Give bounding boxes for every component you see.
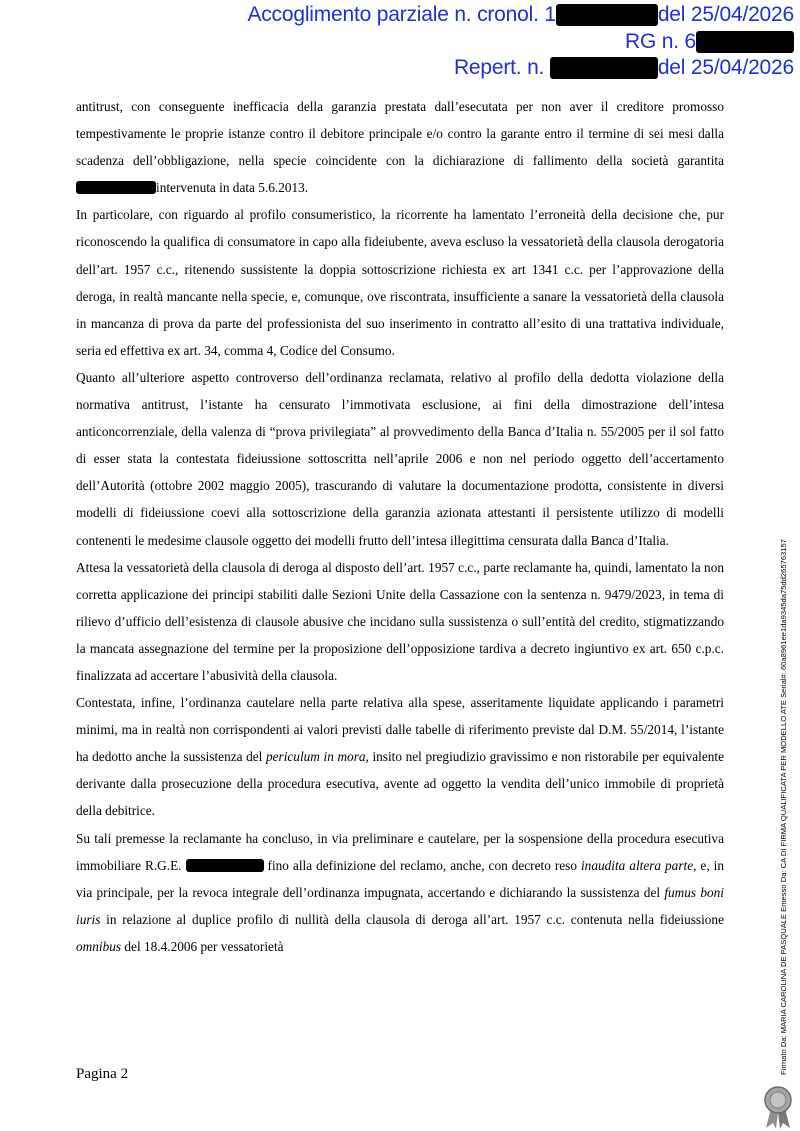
digital-signature-stamp: Firmato Da: MARIA CAROLINA DE PASQUALE Emesso Da: CA DI FIRMA QUALIFICATA PER MODELLO ATE Serial#: 60a8961ee1da9345da75dd265763157	[779, 539, 788, 1075]
paragraph-italic: omnibus	[76, 938, 122, 954]
header-rg-line	[625, 30, 794, 54]
page-number: Pagina 2	[76, 1066, 129, 1082]
paragraph-text: Quanto all’ulteriore aspetto controverso dell’ordinanza reclamata, relativo al profilo della dedotta violazione della normativa antitrust, l’istante ha censurato l’immotivata esclusione, ai fini della dimostrazione dell’intesa anticoncorrenziale, della valenza di “prova privilegiata” al provvedimento della Banca d’Italia n. 55/2005 per il sol fatto di esser stata la contestata fideiussione sottoscritta nell’aprile 2006 e non nel periodo oggetto dell’accertamento dell’Autorità (ottobre 2002 maggio 2005), trascurando di valutare la documentazione prodotta, consistente in diversi modelli di fideiussione coevi alla sottoscrizione della garanzia azionata attestanti il persistente utilizzo di modelli contenenti le medesime clausole oggetto dei modelli frutto dell’intesa illegittima censurata dalla Banca d’Italia.	[76, 369, 724, 548]
paragraph-italic: fumus boni iuris	[76, 884, 724, 927]
redaction-block	[186, 859, 264, 872]
paragraph-text: Attesa la vessatorietà della clausola di deroga al disposto dell’art. 1957 c.c., parte reclamante ha, quindi, lamentato la non corretta applicazione dei principi stabiliti dalle Sezioni Unite della Cassazione con la sentenza n. 9479/2023, in tema di rilievo d’ufficio dell’esistenza di clausole abusive che incidano sulla sussistenza o sull’entità del credito, stigmatizzando la mancata assegnazione del termine per la proposizione dell’opposizione tardiva a decreto ingiuntivo ex art. 650 c.p.c. finalizzata ad accertare l’abusività della clausola.	[76, 559, 724, 683]
redaction-block	[550, 57, 658, 79]
paragraph-text: insito nel pregiudizio gravissimo e non ristorabile per equivalente derivante dalla prosecuzione della procedura esecutiva, avente ad oggetto la vendita dell’unico immobile di proprietà della debitrice.	[76, 749, 724, 819]
document-body	[76, 93, 724, 960]
paragraph	[76, 201, 724, 364]
paragraph-text: In particolare, con riguardo al profilo consumeristico, la ricorrente ha lamentato l’erroneità della decisione che, pur riconoscendo la qualifica di consumatore in capo alla fideiubente, aveva escluso la vessatorietà della clausola derogatoria dell’art. 1957 c.c., ritenendo sussistente la doppia sottoscrizione richiesta ex art 1341 c.c. per l’approvazione della deroga, in realtà mancante nella specie, e, comunque, ove riscontrata, insufficiente a sanare la vessatorietà della clausola in mancanza di prova da parte del professionista del suo inserimento in contratto all’esito di una trattativa individuale, seria ed effettiva ex art. 34, comma 4, Codice del Consumo.	[76, 207, 724, 358]
header-cronol-text: Accoglimento parziale n. cronol. 1	[247, 3, 556, 26]
paragraph-text: intervenuta in data 5.6.2013.	[156, 180, 309, 196]
paragraph-text: antitrust, con conseguente inefficacia della garanzia prestata dall’esecutata per non aver il creditore promosso tempestivamente le proprie istanze contro il debitore principale e/o contro la garante entro il termine di sei mesi dalla scadenza dell’obbligazione, nella specie coincidente con la dichiarazione di fallimento della società garantita	[76, 99, 724, 169]
redaction-block	[556, 4, 658, 26]
paragraph-text: Contestata, infine, l’ordinanza cautelare nella parte relativa alla spese, asseritamente liquidate applicando i parametri minimi, ma in realtà non corrispondenti ai valori previsti dalle tabelle di riferimento previste dal D.M. 55/2014, l’istante ha dedotto anche la sussistenza del	[76, 695, 724, 765]
paragraph-text: fino alla definizione del reclamo, anche, con decreto reso	[267, 857, 577, 873]
redaction-block	[76, 181, 156, 194]
paragraph	[76, 825, 724, 960]
paragraph	[76, 554, 724, 689]
paragraph-text: e, in via principale, per la revoca integrale dell’ordinanza impugnata, accertando e dichiarando la sussistenza del	[76, 857, 724, 900]
header-cronol-line	[247, 3, 794, 27]
header-repert-line	[454, 56, 794, 80]
seal-icon	[760, 1084, 796, 1130]
paragraph-text: Su tali premesse la reclamante ha concluso, in via preliminare e cautelare, per la sospensione della procedura esecutiva immobiliare R.G.E.	[76, 830, 724, 873]
paragraph-italic: periculum in mora,	[265, 749, 369, 765]
header-cronol-date: del 25/04/2026	[657, 3, 794, 26]
paragraph	[76, 364, 724, 554]
redaction-block	[696, 31, 794, 53]
paragraph	[76, 93, 724, 201]
header-repert-text: Repert. n.	[453, 56, 545, 79]
paragraph-italic: inaudita altera parte,	[580, 857, 697, 873]
header-repert-date: del 25/04/2026	[657, 56, 794, 79]
header-rg-text: RG n. 6	[625, 30, 696, 53]
paragraph-text: in relazione al duplice profilo di nullità della clausola di deroga all’art. 1957 c.c. contenuta nella fideiussione	[106, 911, 724, 927]
paragraph-text: del 18.4.2006 per vessatorietà	[124, 938, 284, 954]
paragraph	[76, 689, 724, 824]
